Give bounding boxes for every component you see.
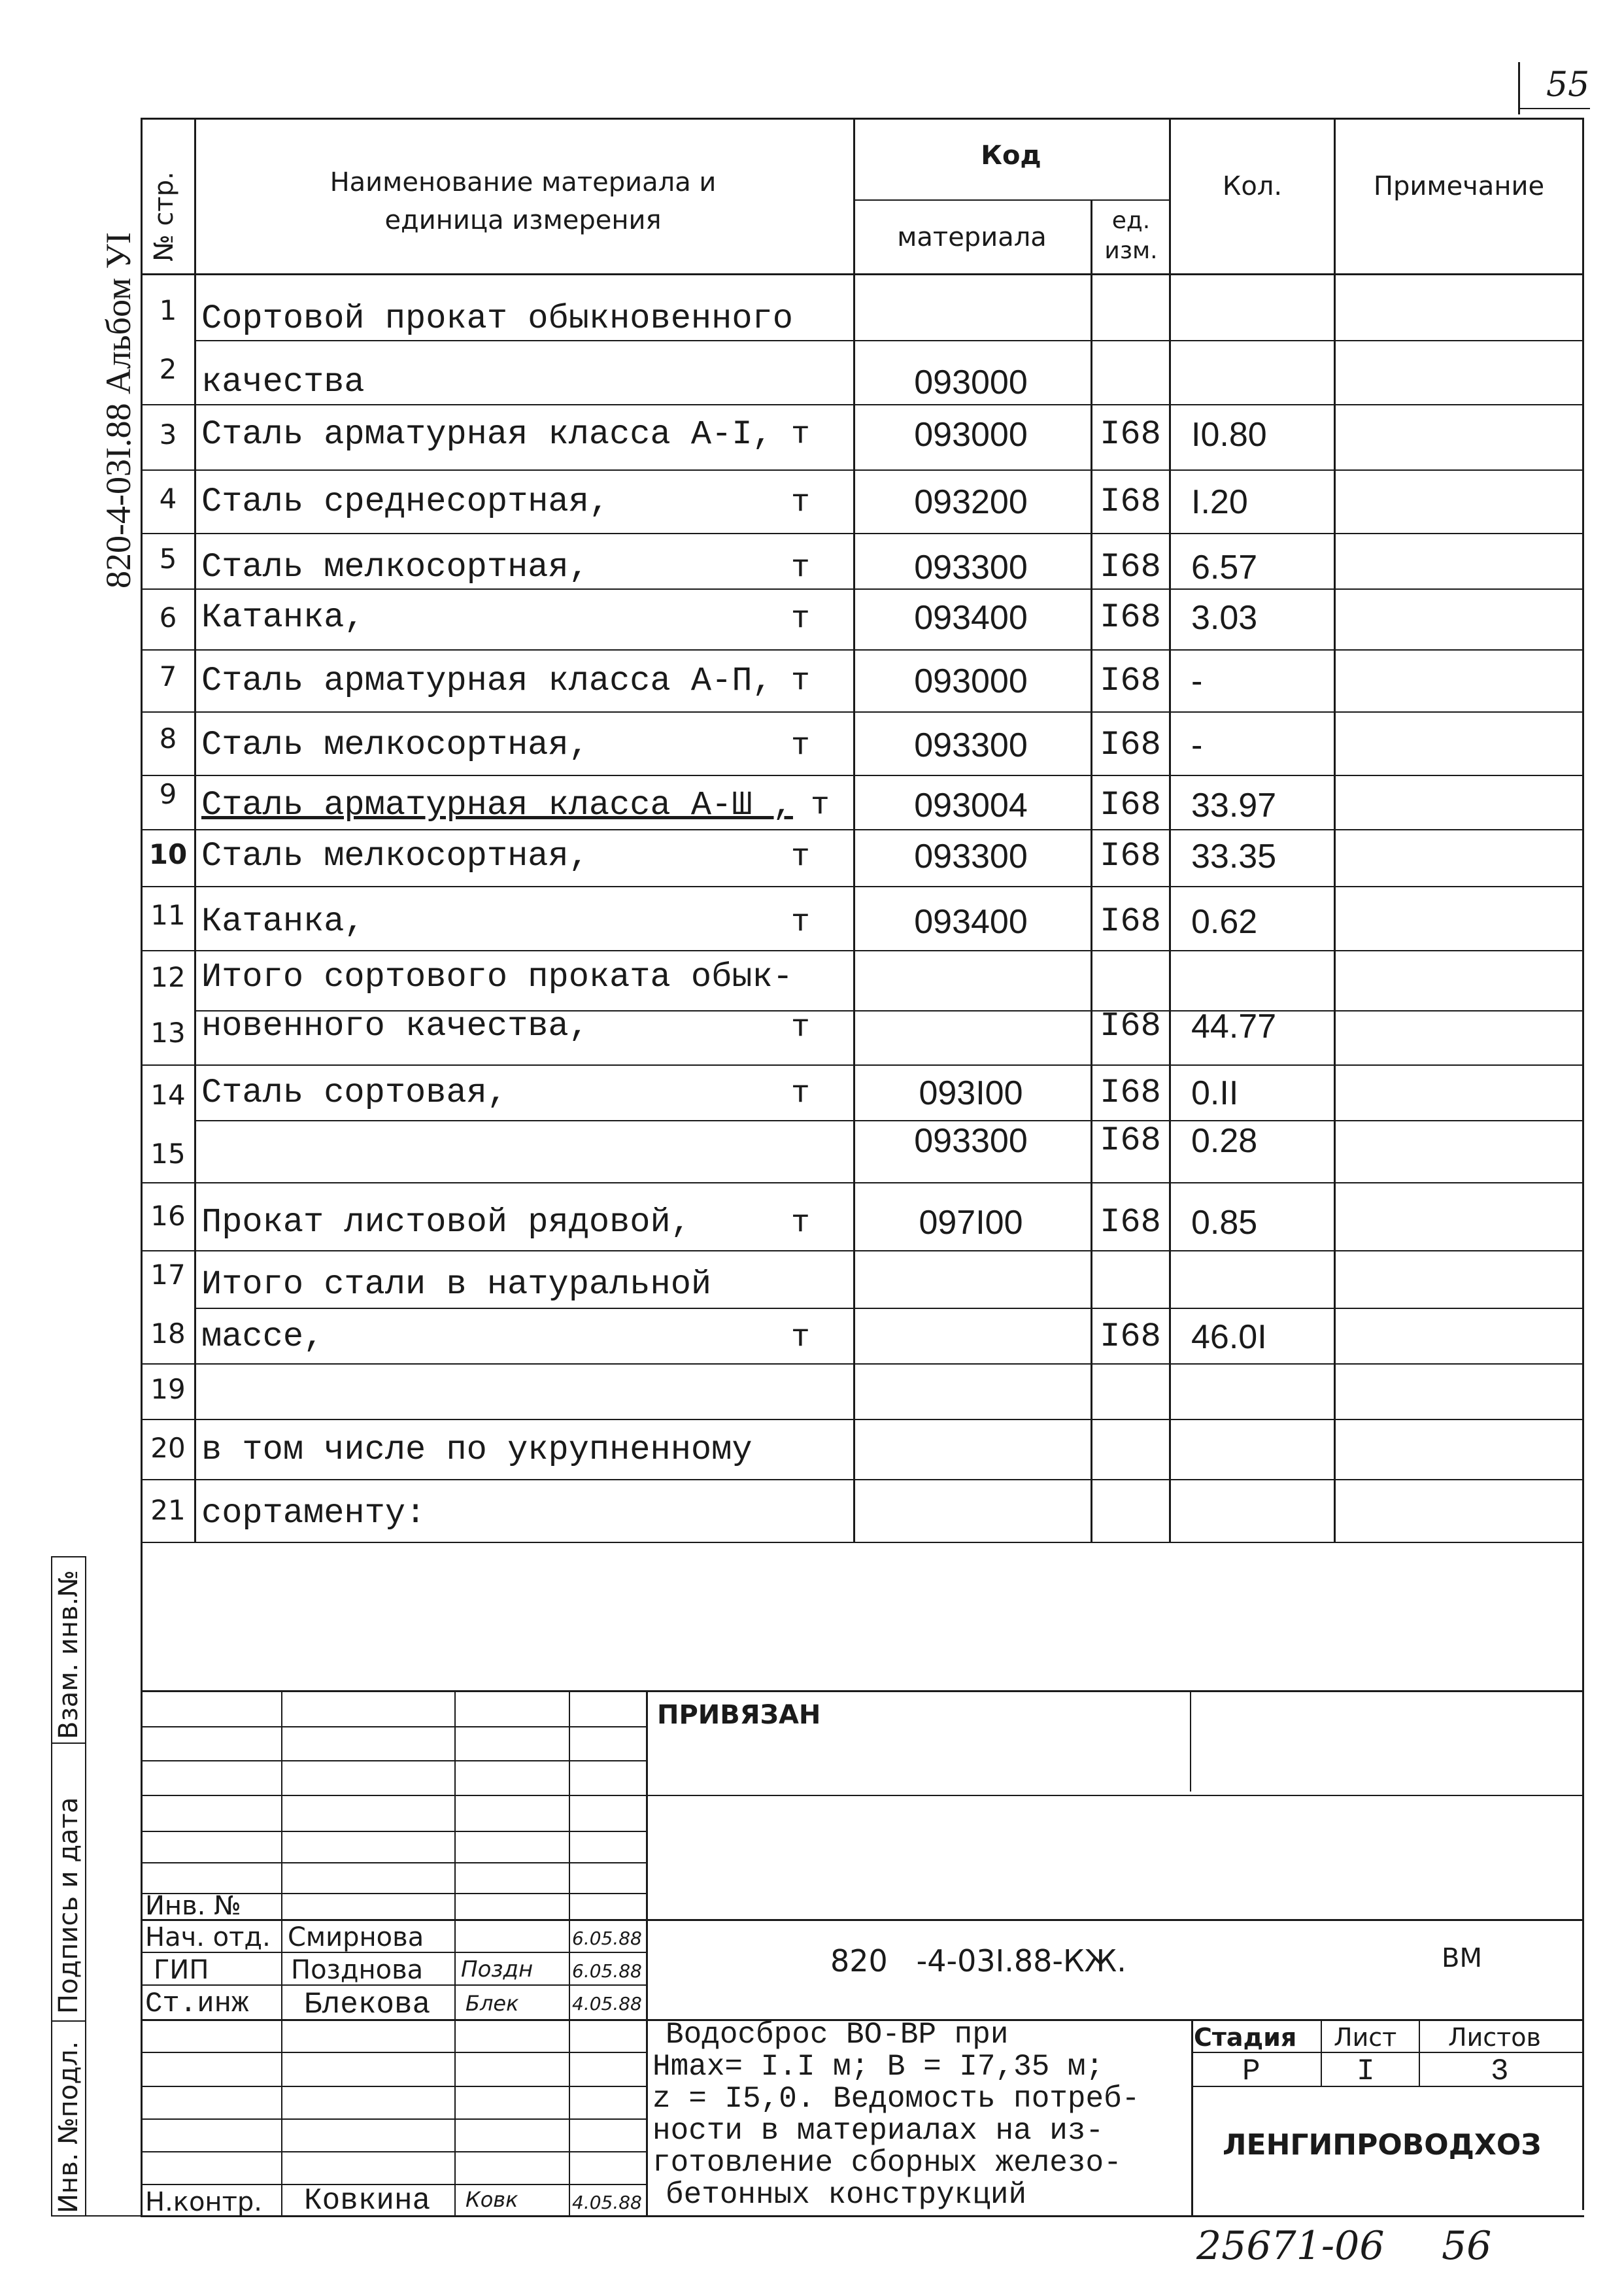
- row-code: 093300: [914, 1122, 1028, 1160]
- row-qty: -: [1191, 726, 1203, 764]
- header-note: Примечание: [1373, 171, 1545, 201]
- row-name: Прокат листовой рядовой,: [201, 1203, 691, 1242]
- inv-no-label: Инв. №: [145, 1891, 241, 1921]
- row-qty: I0.80: [1191, 416, 1267, 454]
- title-line: Hmax= I.I м; В = I7,35 м;: [652, 2050, 1104, 2084]
- side-label-inv-podl: Инв. №подл.: [54, 2041, 84, 2213]
- stage-value: Р: [1242, 2054, 1260, 2088]
- row-number: 18: [150, 1318, 186, 1350]
- document-code: 820 -4-03I.88-КЖ.: [830, 1943, 1126, 1979]
- row-number: 13: [150, 1017, 186, 1049]
- row-ed: I68: [1100, 483, 1161, 521]
- header-row-no: № стр.: [149, 171, 179, 262]
- row-number: 9: [159, 778, 177, 810]
- row-number: 20: [150, 1432, 186, 1464]
- row-name: Катанка,: [201, 598, 365, 637]
- row-name: Сталь сортовая,: [201, 1074, 508, 1112]
- signature-pozdnova: Поздн: [461, 1956, 533, 1982]
- sheets-value: 3: [1491, 2054, 1509, 2088]
- row-name: Сталь арматурная класса А-П,: [201, 662, 773, 700]
- row-qty: 6.57: [1191, 549, 1258, 586]
- row-qty: 33.97: [1191, 787, 1277, 824]
- title-line: готовление сборных железо-: [652, 2146, 1122, 2180]
- row-name: Сталь мелкосортная,: [201, 837, 589, 876]
- sheets-label: Листов: [1448, 2023, 1541, 2052]
- row-code: 093400: [914, 903, 1028, 941]
- row-qty: 33.35: [1191, 838, 1277, 876]
- row-number: 5: [159, 543, 177, 575]
- role-nach-otd: Нач. отд.: [145, 1922, 271, 1952]
- row-unit: т: [791, 664, 810, 699]
- role-n-kontr: Н.контр.: [145, 2187, 262, 2217]
- bottom-page-number: 56: [1442, 2223, 1492, 2269]
- signature-blekova: Блек: [465, 1991, 519, 2016]
- title-line: ности в материалах на из-: [652, 2114, 1104, 2148]
- page-number-top: 55: [1546, 65, 1590, 105]
- row-code: 093I00: [919, 1074, 1023, 1112]
- row-ed: I68: [1100, 1318, 1161, 1356]
- row-name: качества: [201, 363, 365, 401]
- row-number: 15: [150, 1138, 186, 1170]
- date-smirnova: 6.05.88: [572, 1928, 642, 1949]
- row-code: 093000: [914, 364, 1028, 401]
- row-unit: т: [791, 840, 810, 875]
- role-st-inzh: Ст.инж: [145, 1988, 249, 2020]
- row-number: 2: [159, 353, 177, 385]
- row-ed: I68: [1100, 837, 1161, 876]
- privyazan-label: ПРИВЯЗАН: [657, 1700, 821, 1730]
- row-unit: т: [791, 551, 810, 586]
- header-code: Код: [981, 141, 1041, 171]
- header-code-material: материала: [897, 222, 1047, 252]
- row-ed: I68: [1100, 726, 1161, 764]
- row-name: Катанка,: [201, 902, 365, 941]
- row-qty: I.20: [1191, 483, 1248, 521]
- row-ed: I68: [1100, 902, 1161, 941]
- row-number: 16: [150, 1200, 186, 1232]
- row-ed: I68: [1100, 548, 1161, 586]
- sheet-value: I: [1357, 2054, 1375, 2088]
- side-label-vzam-inv: Взам. инв.№: [54, 1570, 84, 1739]
- name-pozdnova: Позднова: [291, 1955, 424, 1985]
- row-code: 093004: [914, 787, 1028, 824]
- row-number: 8: [159, 722, 177, 755]
- organization: ЛЕНГИПРОВОДХОЗ: [1223, 2128, 1542, 2162]
- row-unit: т: [791, 1076, 810, 1112]
- row-code: 093200: [914, 483, 1028, 521]
- row-name: Сталь арматурная класса А-Ш ,: [201, 786, 793, 824]
- row-qty: 3.03: [1191, 599, 1258, 637]
- row-qty: 44.77: [1191, 1008, 1277, 1046]
- album-code: 820-4-03I.88 Альбом УI: [99, 232, 138, 588]
- row-ed: I68: [1100, 1007, 1161, 1046]
- row-name: в том числе по укрупненному: [201, 1431, 753, 1469]
- row-number: 7: [159, 660, 177, 692]
- row-ed: I68: [1100, 598, 1161, 637]
- row-ed: I68: [1100, 1121, 1161, 1160]
- row-qty: 0.62: [1191, 903, 1258, 941]
- row-qty: 0.85: [1191, 1204, 1258, 1242]
- row-unit: т: [791, 728, 810, 764]
- row-ed: I68: [1100, 662, 1161, 700]
- role-gip: ГИП: [154, 1955, 209, 1985]
- row-unit: т: [791, 602, 810, 637]
- date-blekova: 4.05.88: [572, 1993, 642, 2014]
- date-kovkina: 4.05.88: [572, 2192, 642, 2213]
- row-unit: т: [791, 1206, 810, 1241]
- row-ed: I68: [1100, 1203, 1161, 1242]
- row-code: 093000: [914, 662, 1028, 700]
- row-code: 093300: [914, 838, 1028, 876]
- sheet-label: Лист: [1334, 2023, 1397, 2052]
- row-name: Сталь среднесортная,: [201, 483, 610, 521]
- row-ed: I68: [1100, 786, 1161, 824]
- row-number: 3: [159, 418, 177, 450]
- row-number: 17: [150, 1259, 186, 1291]
- row-name: Сталь арматурная класса А-I,: [201, 415, 773, 454]
- row-qty: -: [1191, 662, 1203, 700]
- row-code: 097I00: [919, 1204, 1023, 1242]
- header-code-unit: ед. изм.: [1104, 207, 1158, 264]
- name-kovkina: Ковкина: [304, 2184, 431, 2218]
- document-title: [652, 2019, 1189, 2211]
- row-qty: 46.0I: [1191, 1318, 1267, 1356]
- row-name: сортаменту:: [201, 1494, 426, 1533]
- stage-label: Стадия: [1194, 2023, 1297, 2052]
- row-unit: т: [791, 1010, 810, 1046]
- date-pozdnova: 6.05.88: [572, 1960, 642, 1982]
- row-number: 21: [150, 1494, 186, 1526]
- row-name: Итого сортового проката обык-: [201, 958, 793, 996]
- signature-kovkina: Ковк: [465, 2187, 518, 2212]
- row-number: 12: [150, 961, 186, 993]
- row-name: массе,: [201, 1318, 324, 1356]
- row-unit: т: [791, 485, 810, 520]
- row-ed: I68: [1100, 1074, 1161, 1112]
- side-label-podpis-data: Подпись и дата: [54, 1797, 84, 2014]
- row-code: 093300: [914, 549, 1028, 586]
- row-unit: т: [791, 1320, 810, 1355]
- name-blekova: Блекова: [304, 1988, 431, 2022]
- row-unit: т: [791, 417, 810, 452]
- row-qty: 0.II: [1191, 1074, 1239, 1112]
- row-code: 093300: [914, 726, 1028, 764]
- title-line: z = I5,0. Ведомость потреб-: [652, 2082, 1140, 2116]
- header-name: Наименование материала и единица измерения: [330, 167, 717, 235]
- row-qty: 0.28: [1191, 1122, 1258, 1160]
- row-number: 10: [148, 838, 188, 870]
- row-number: 19: [150, 1373, 186, 1405]
- document-type: ВМ: [1442, 1943, 1482, 1973]
- bottom-handwritten-number: 25671-06: [1196, 2223, 1385, 2269]
- row-name: Сортовой прокат обыкновенного: [201, 299, 793, 338]
- row-name: Сталь мелкосортная,: [201, 726, 589, 764]
- row-code: 093400: [914, 599, 1028, 637]
- title-line: Водосброс ВО-ВР при: [666, 2018, 1009, 2052]
- row-name: Сталь мелкосортная,: [201, 548, 589, 586]
- row-number: 6: [159, 602, 177, 634]
- row-code: 093000: [914, 416, 1028, 454]
- row-unit: т: [791, 905, 810, 940]
- title-line: бетонных конструкций: [666, 2178, 1027, 2212]
- row-name: Итого стали в натуральной: [201, 1265, 712, 1304]
- row-ed: I68: [1100, 415, 1161, 454]
- row-unit: т: [811, 788, 830, 823]
- header-qty: Кол.: [1222, 171, 1283, 201]
- row-number: 4: [159, 483, 177, 515]
- row-number: 11: [150, 899, 186, 931]
- row-number: 14: [150, 1079, 186, 1111]
- row-name: новенного качества,: [201, 1007, 589, 1046]
- row-number: 1: [159, 294, 177, 326]
- name-smirnova: Смирнова: [288, 1922, 424, 1952]
